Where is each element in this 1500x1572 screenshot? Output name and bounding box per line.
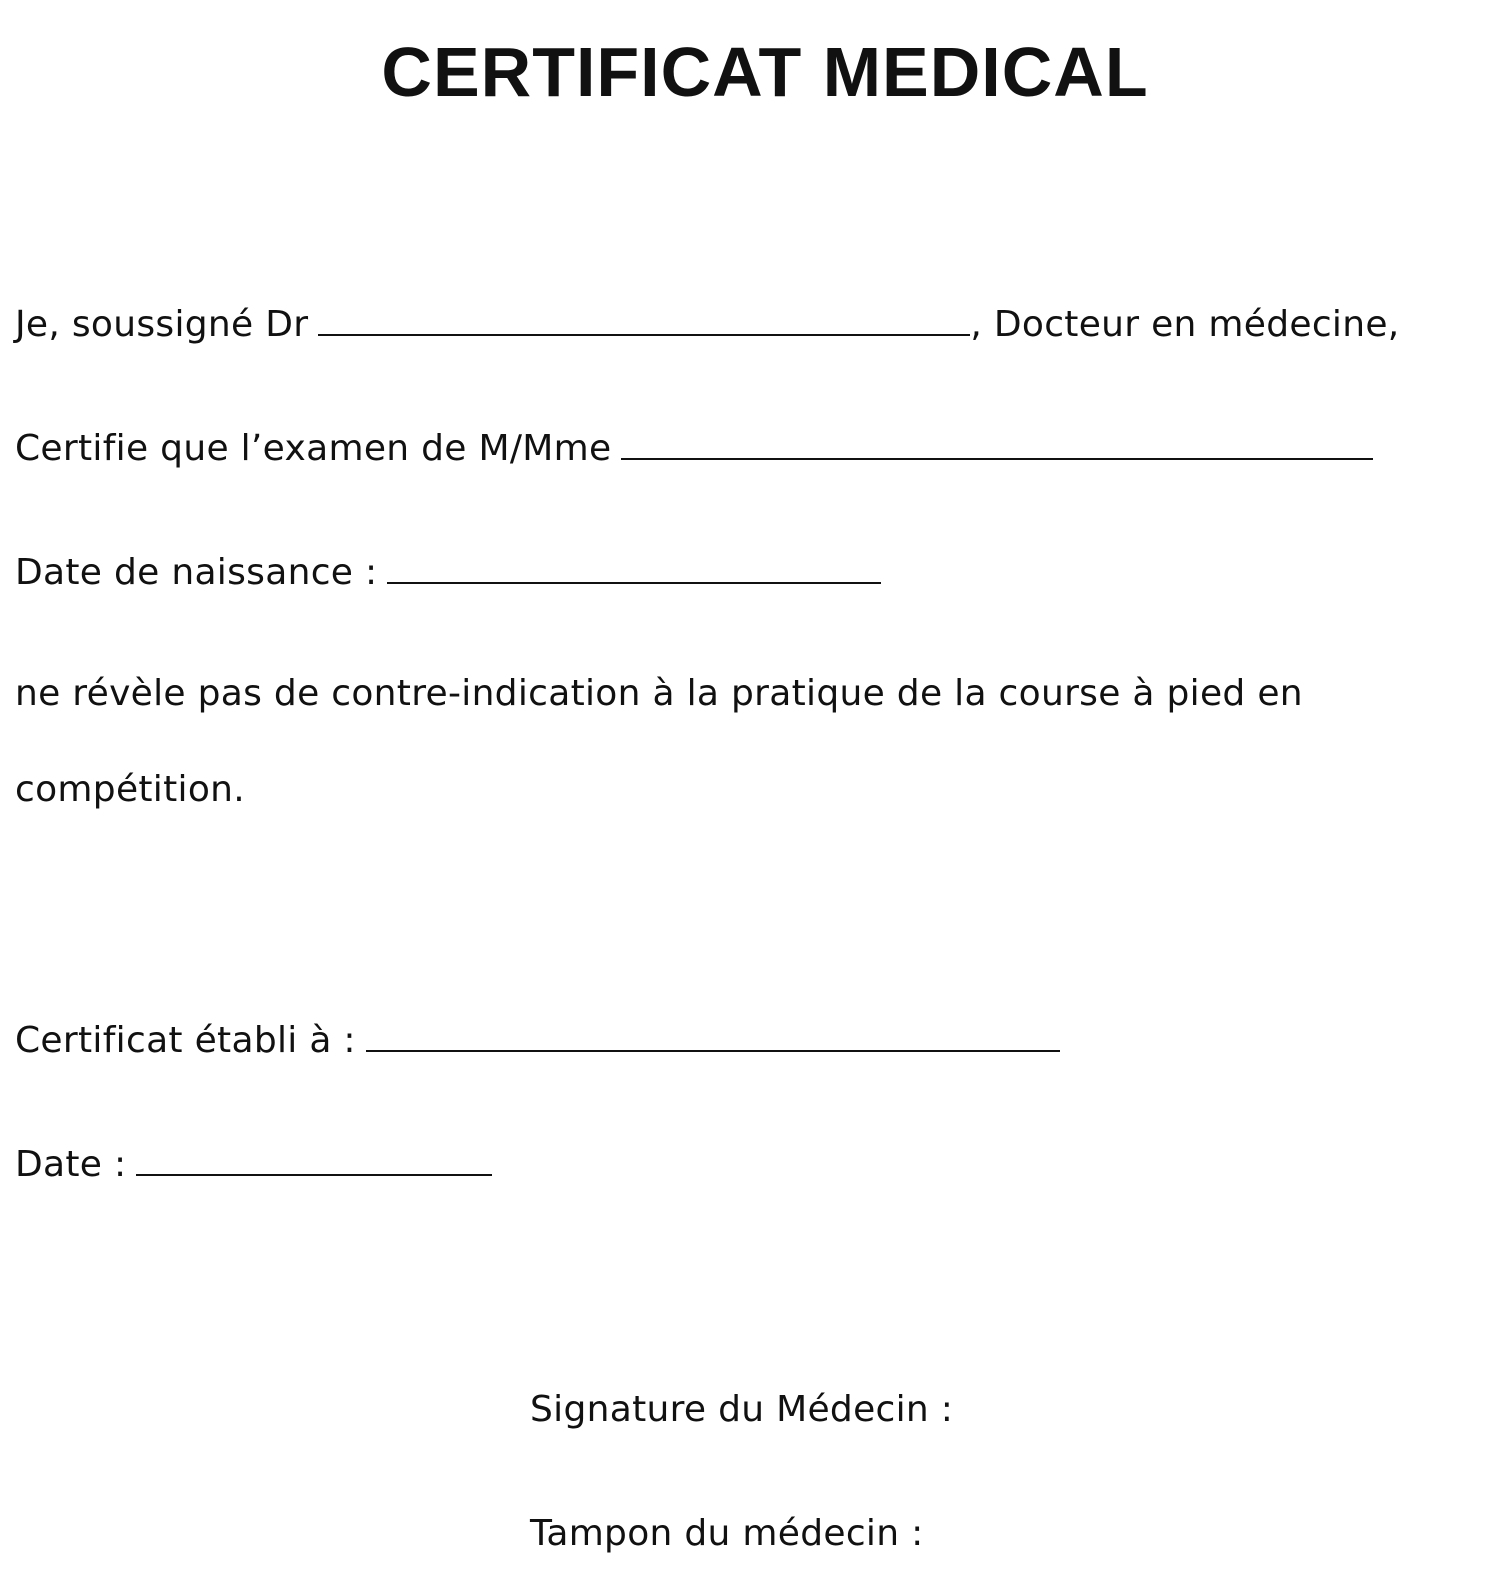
signature-label: Signature du Médecin : bbox=[530, 1389, 954, 1430]
doctor-line-prefix: Je, soussigné Dr bbox=[15, 304, 309, 345]
patient-name-field[interactable] bbox=[621, 424, 1373, 460]
stamp-label: Tampon du médecin : bbox=[530, 1513, 924, 1554]
doctor-name-field[interactable] bbox=[318, 300, 970, 336]
birthdate-line bbox=[15, 548, 881, 595]
birthdate-label: Date de naissance : bbox=[15, 552, 378, 593]
statement-line-2: compétition. bbox=[15, 769, 246, 810]
patient-line-prefix: Certifie que l’examen de M/Mme bbox=[15, 428, 612, 469]
place-field[interactable] bbox=[366, 1016, 1060, 1052]
date-field[interactable] bbox=[136, 1140, 492, 1176]
place-label: Certificat établi à : bbox=[15, 1020, 356, 1061]
doctor-line-suffix: , Docteur en médecine, bbox=[970, 304, 1400, 345]
date-label: Date : bbox=[15, 1144, 127, 1185]
statement-line-1: ne révèle pas de contre-indication à la pratique de la course à pied en bbox=[15, 673, 1303, 714]
page-title: CERTIFICAT MEDICAL bbox=[381, 33, 1149, 111]
birthdate-field[interactable] bbox=[387, 548, 881, 584]
date-line bbox=[15, 1140, 492, 1187]
patient-line bbox=[15, 424, 1373, 471]
place-line bbox=[15, 1016, 1060, 1063]
doctor-line bbox=[15, 300, 1400, 347]
